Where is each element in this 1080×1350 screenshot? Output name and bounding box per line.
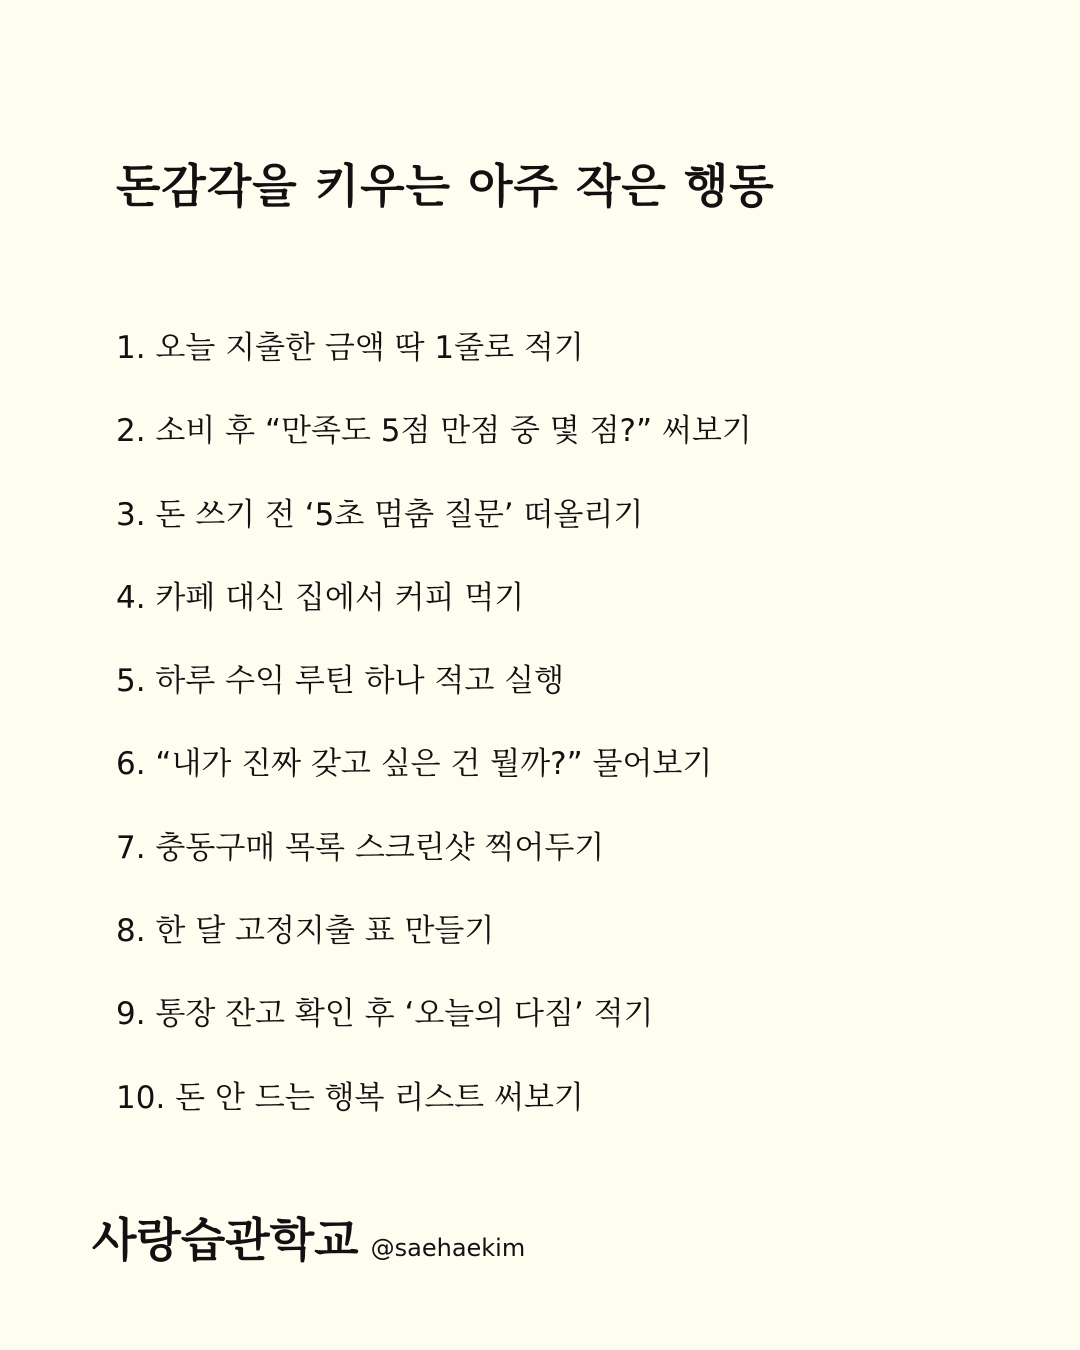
footer: [92, 1208, 525, 1272]
list-item: 7. 충동구매 목록 스크린샷 찍어두기: [116, 829, 605, 866]
brand-name: 사랑습관학교: [92, 1213, 359, 1267]
list-item: 2. 소비 후 “만족도 5점 만점 중 몇 점?” 써보기: [116, 413, 752, 450]
list-item: 5. 하루 수익 루틴 하나 적고 실행: [116, 663, 565, 700]
list-item: 8. 한 달 고정지출 표 만들기: [116, 913, 495, 950]
list-item: 4. 카페 대신 집에서 커피 먹기: [116, 579, 525, 616]
list-item: 6. “내가 진짜 갖고 싶은 건 뭘까?” 물어보기: [116, 746, 713, 783]
list-item: 9. 통장 잔고 확인 후 ‘오늘의 다짐’ 적기: [116, 996, 654, 1033]
list-item: 3. 돈 쓰기 전 ‘5초 멈춤 질문’ 떠올리기: [116, 496, 644, 533]
author-handle: @saehaekim: [370, 1234, 526, 1262]
page-title: 돈감각을 키우는 아주 작은 행동: [116, 159, 775, 213]
list-item: 10. 돈 안 드는 행복 리스트 써보기: [116, 1079, 584, 1116]
list-item: 1. 오늘 지출한 금액 딱 1줄로 적기: [116, 330, 584, 366]
action-list: [116, 320, 752, 1153]
